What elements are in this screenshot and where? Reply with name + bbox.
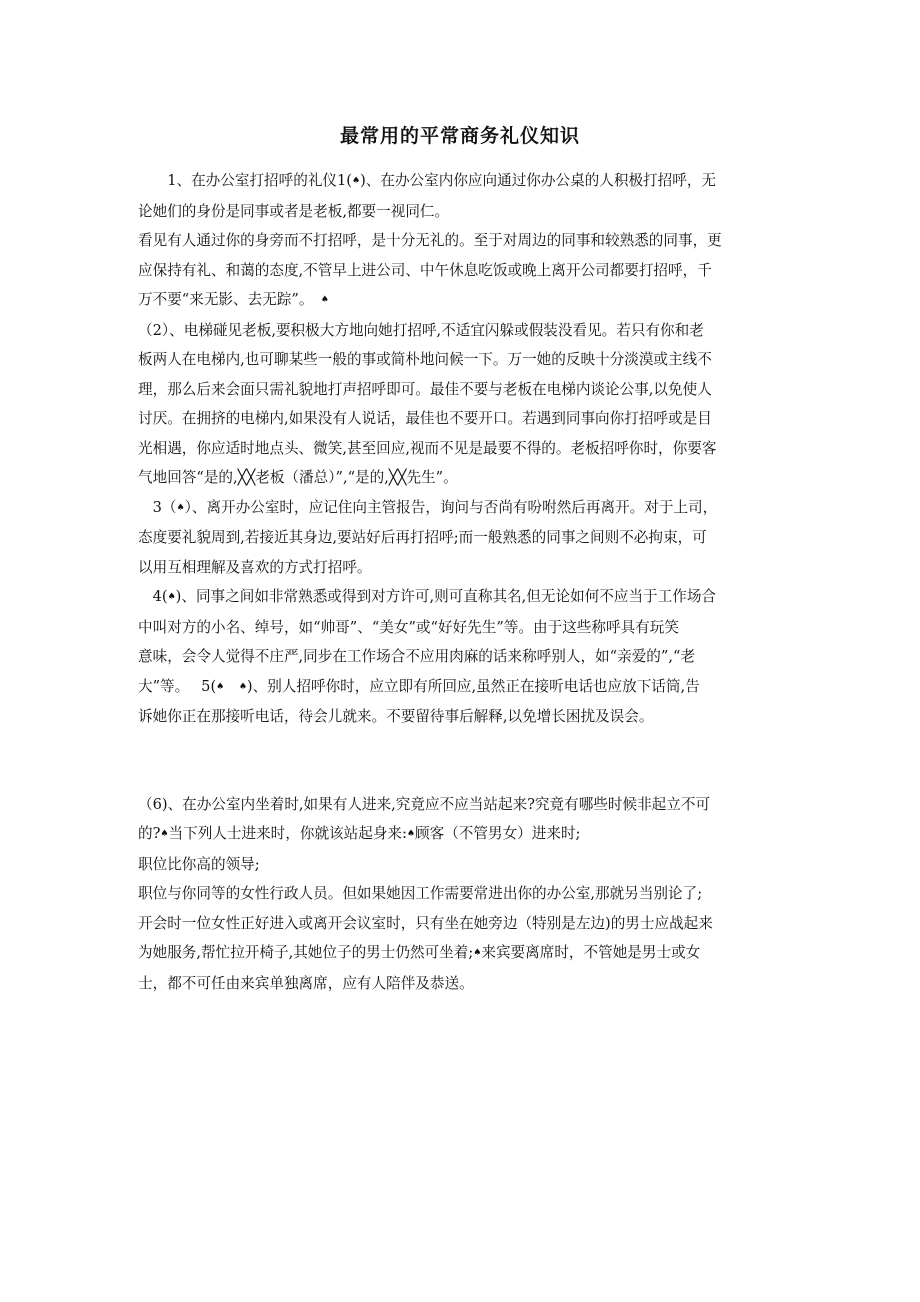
text-line: 中叫对方的小名、绰号，如“帅哥”、“美女”或“好好先生”等。由于这些称呼具有玩笑 <box>138 618 679 636</box>
text-line: 职位与你同等的女性行政人员。但如果她因工作需要常进出你的办公室,那就另当别论了; <box>138 885 703 902</box>
spade-mark-icon: ♠ <box>406 829 415 839</box>
spade-mark-icon: ♠ <box>238 681 247 692</box>
text-line: 以用互相理解及喜欢的方式打招呼。 <box>138 558 372 576</box>
text-line: （2）、电梯碰见老板,要积极大方地向她打招呼,不适宜闪躲或假装没看见。若只有你和老 <box>138 321 704 339</box>
paragraph <box>138 316 788 493</box>
spade-mark-icon: ♠ <box>167 592 176 602</box>
paragraph <box>138 493 788 583</box>
text-line: 开会时一位女性正好进入或离开会议室时，只有坐在她旁边（特别是左边)的男士应战起来 <box>138 914 713 932</box>
text-line: 大”等。 5(♠ ♠)、别人招呼你时，应立即有所回应,虽然正在接听电话也应放下话筒,告 <box>138 677 700 695</box>
paragraph <box>138 226 788 316</box>
text-line: 3（♠）、离开办公室时，应记住向主管报告，询问与否尚有吩咐然后再离开。对于上司， <box>138 498 718 516</box>
spade-mark-icon: ♠ <box>320 295 329 305</box>
text-line: 理，那么后来会面只需礼貌地打声招呼即可。最佳不要与老板在电梯内谈论公事,以免使人 <box>138 380 712 398</box>
paragraph <box>138 879 788 998</box>
text-line: 论她们的身份是同事或者是老板,都要一视同仁。 <box>138 202 450 220</box>
text-line: 诉她你正在那接听电话，待会儿就来。不要留待事后解释,以免增长困扰及误会。 <box>138 708 654 725</box>
text-line: 光相遇，你应适时地点头、微笑,甚至回应,视而不见是最要不得的。老板招呼你时，你要客 <box>138 439 717 457</box>
paragraph <box>138 790 788 850</box>
text-line: 1、在办公室打招呼的礼仪1(♠)、在办公室内你应向通过你办公桌的人积极打招呼，无 <box>138 172 717 189</box>
text-line: 气地回答“是的,╳╳老板（潘总）”,“是的,╳╳先生”。 <box>138 469 458 486</box>
text-line: 的?♠当下列人士进来时，你就该站起身来:♠顾客（不管男女）进来时; <box>138 825 581 842</box>
spade-mark-icon: ♠ <box>473 948 482 958</box>
text-line: 应保持有礼、和蔼的态度,不管早上进公司、中午休息吃饭或晚上离开公司都要打招呼，千 <box>138 261 712 279</box>
text-line: 为她服务,帮忙拉开椅子,其她位子的男士仍然可坐着;♠来宾要离席时，不管她是男士或女 <box>138 944 701 961</box>
text-line: 意味，会令人觉得不庄严,同步在工作场合不应用肉麻的话来称呼别人，如“亲爱的”,“老 <box>138 648 696 665</box>
paragraph-spacer <box>138 732 788 790</box>
document-body <box>138 166 788 998</box>
text-line: 职位比你高的领导; <box>138 855 260 873</box>
text-line: 态度要礼貌周到,若接近其身边,要站好后再打招呼;而一般熟悉的同事之间则不必拘束，可 <box>138 529 707 546</box>
spade-mark-icon: ♠ <box>216 681 225 692</box>
paragraph <box>138 850 788 880</box>
text-line: 4(♠)、同事之间如非常熟悉或得到对方许可,则可直称其名,但无论如何不应当于工作场合 <box>138 588 717 605</box>
paragraph <box>138 582 788 732</box>
page-title: 最常用的平常商务礼仪知识 <box>339 125 580 147</box>
spade-mark-icon: ♠ <box>160 829 169 839</box>
spade-mark-icon: ♠ <box>351 176 361 186</box>
paragraph <box>138 166 788 226</box>
text-line: 板两人在电梯内,也可聊某些一般的事或简朴地问候一下。万一她的反映十分淡漠或主线不 <box>138 351 712 368</box>
spade-mark-icon: ♠ <box>176 502 185 513</box>
text-line: （6)、在办公室内坐着时,如果有人进来,究竟应不应当站起来?究竟有哪些时候非起立不可 <box>138 795 711 813</box>
text-line: 讨厌。在拥挤的电梯内,如果没有人说话，最佳也不要开口。若遇到同事向你打招呼或是目 <box>138 410 712 427</box>
text-line: 士，都不可任由来宾单独离席，应有人陪伴及恭送。 <box>138 974 474 992</box>
text-line: 看见有人通过你的身旁而不打招呼，是十分无礼的。至于对周边的同事和较熟悉的同事，更 <box>138 232 722 249</box>
text-line: 万不要“来无影、去无踪”。 ♠ <box>138 291 329 308</box>
